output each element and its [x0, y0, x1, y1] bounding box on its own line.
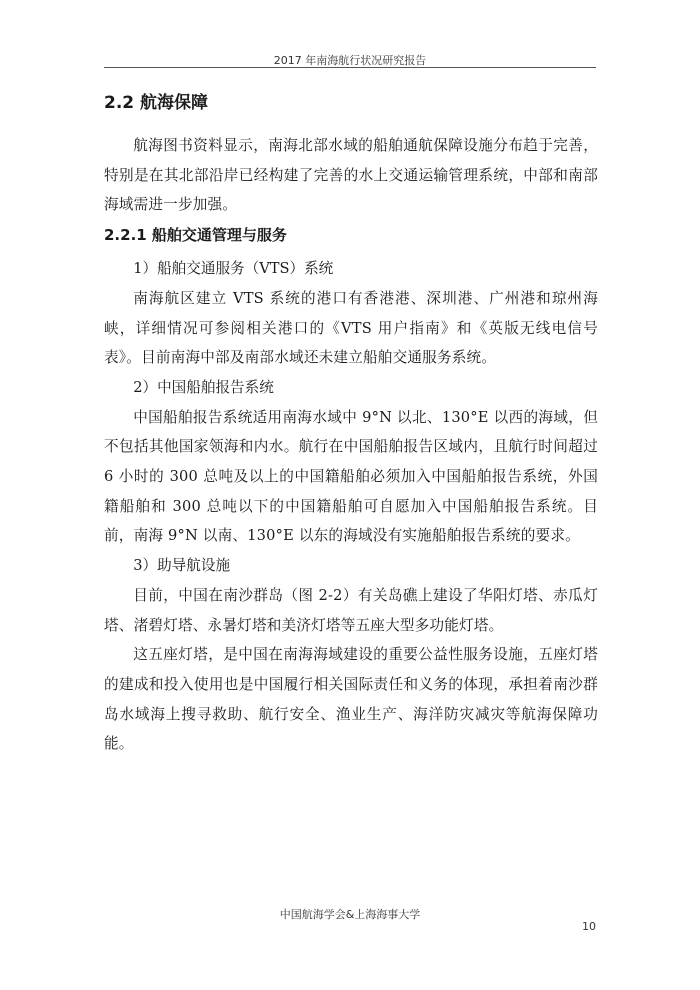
- item-3-paragraph-1: 目前，中国在南沙群岛（图 2-2）有关岛礁上建设了华阳灯塔、赤瓜灯塔、渚碧灯塔、永暑灯塔和美济灯塔等五座大型多功能灯塔。: [104, 586, 598, 634]
- page-number: 10: [582, 920, 596, 933]
- running-header: 2017 年南海航行状况研究报告: [273, 54, 427, 67]
- item-1-title: 1）船舶交通服务（VTS）系统: [133, 260, 334, 278]
- item-2-title: 2）中国船舶报告系统: [133, 378, 274, 396]
- item-1-paragraph: 南海航区建立 VTS 系统的港口有香港港、深圳港、广州港和琼州海峡，详细情况可参阅相关港口的《VTS 用户指南》和《英版无线电信号表》。目前南海中部及南部水域还未建立船舶交通服务系统。: [104, 289, 598, 367]
- item-3-title: 3）助导航设施: [133, 557, 231, 575]
- publisher-footer: 中国航海学会&上海海事大学: [279, 908, 421, 921]
- section-heading: 2.2 航海保障: [104, 93, 209, 113]
- item-3-paragraph-2: 这五座灯塔，是中国在南海海域建设的重要公益性服务设施，五座灯塔的建成和投入使用也是中国履行相关国际责任和义务的体现，承担着南沙群岛水域海上搜寻救助、航行安全、渔业生产、海洋防灾减灾等航海保障功能。: [104, 646, 598, 753]
- subsection-heading: 2.2.1 船舶交通管理与服务: [104, 226, 287, 245]
- section-intro-paragraph: 航海图书资料显示，南海北部水域的船舶通航保障设施分布趋于完善，特别是在其北部沿岸已经构建了完善的水上交通运输管理系统，中部和南部海域需进一步加强。: [104, 137, 598, 214]
- item-2-paragraph: 中国船舶报告系统适用南海水域中 9°N 以北、130°E 以西的海域，但不包括其他国家领海和内水。航行在中国船舶报告区域内，且航行时间超过 6 小时的 300 总吨及以上的中国籍船舶必须加入中国船舶报告系统，外国籍船舶和 300 总吨以下的中国籍船舶可自愿加入中国船舶报告系统。目前，南海 9°N 以南、130°E 以东的海域没有实施船舶报告系统的要求。: [104, 408, 598, 545]
- page-body: [104, 88, 598, 759]
- header-divider: [104, 67, 596, 68]
